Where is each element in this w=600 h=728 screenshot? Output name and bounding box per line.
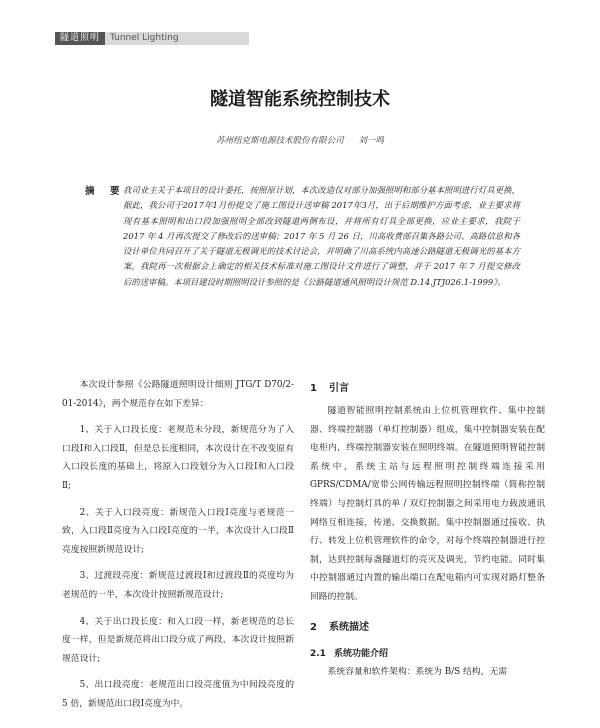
list-item: 4、关于出口段长度：和入口段一样，新老规范的总长度一样，但是新规范将出口段分成了两段，本次设计按照新规范设计;: [62, 616, 294, 664]
list-item: 5、出口段亮度：老规范出口段亮度值为中间段亮度的 5 倍，新规范出口段Ⅰ亮度为中。: [62, 680, 294, 709]
list-item: 2、关于入口段亮度：新规范入口段Ⅰ亮度与老规范一致，入口段Ⅱ亮度为入口段Ⅰ亮度的一半，本次设计入口段Ⅱ亮度按照新规范设计;: [62, 507, 294, 555]
author-name: 刘一鸣: [358, 136, 384, 146]
author-line: [0, 134, 600, 146]
left-column: [62, 376, 294, 714]
author-affiliation: 苏州纽克斯电源技术股份有限公司: [216, 136, 344, 146]
article-title: 隧道智能系统控制技术: [210, 89, 390, 110]
section-label-en: Tunnel Lighting: [105, 32, 249, 45]
subsection-2-1-paragraph: 系统容量和软件架构：系统为 B/S 结构，无需: [327, 666, 507, 677]
subsection-number: 2.1: [310, 648, 326, 659]
right-column: [310, 376, 545, 681]
section-1-heading: [310, 376, 545, 402]
left-intro-paragraph: 本次设计参照《公路隧道照明设计细则 JTG/T D70/2-01-2014》，两个规范存在如下差异：: [62, 380, 294, 409]
abstract-text: 我司业主关于本项目的设计委托，按照原计划，本次改造仅对部分加强照明和部分基本照明进行灯具更换，据此，我公司于2017年1月份提交了施工图设计送审稿 2017年3月，出于后期维护方面考虑，业主要求将现有基本照明和出口段加强照明全部改到隧道两侧布设，并将所有灯具全部更换，应业主要求，我院于 2017 年 4 月再次提交了修改后的送审稿；2017 年 5 月 26 日，川高收费部召集各路公司、高路信息和各设计单位共同召开了关于隧道无极调光的技术讨论会，并明确了川高系统内高速公路隧道无极调光的基本方案，我院再一次根据会上确定的相关技术标准对施工图设计文件进行了调整，并于 2017 年 7 月提交修改后的送审稿。本项目建设时期照明设计参照的是《公路隧道通风照明设计规范 D.14.JTJ026.1-1999》。: [123, 185, 520, 287]
section-2-heading: [310, 615, 545, 641]
section-title: 系统描述: [328, 621, 369, 633]
list-item: 1、关于入口段长度：老规范未分段，新规范分为了入口段Ⅰ和入口段Ⅱ，但是总长度相同，本次设计在不改变原有入口段长度的基础上，将原入口段划分为入口段Ⅰ和入口段Ⅱ;: [62, 425, 294, 491]
section-1-paragraph: 隧道智能照明控制系统由上位机管理软件、集中控制器、终端控制器（单灯控制器）组成，集中控制器安装在配电柜内，终端控制器安装在照明终端。在隧道照明智能控制系统中，系统主站与远程照明控制终端连接采用 GPRS/CDMA/宽带公网传输远程照明控制终端（简称控制终端）与控制灯具的单 / 双灯控制器之间采用电力载波通讯网络互相连接，传递、交换数据。集中控制器通过接收、执行、转发上位机管理软件的命令，对每个终端控制器进行控制，达到控制每盏隧道灯的亮灭及调光，节约电能。同时集中控制器通过内置的输出端口在配电箱内可实现对路灯整条回路的控制。: [310, 406, 545, 602]
section-number: 2: [310, 621, 317, 633]
section-number: 1: [310, 383, 317, 394]
abstract-block: [85, 183, 520, 290]
abstract-label: 摘 要: [85, 186, 123, 197]
subsection-title: 系统功能介绍: [333, 648, 388, 659]
section-title: 引言: [328, 383, 349, 394]
list-item: 3、过渡段亮度：新规范过渡段Ⅰ和过渡段Ⅱ的亮度均为老规范的一半，本次设计按照新规范设计;: [62, 571, 294, 600]
section-label-cn: 隧道照明: [55, 32, 105, 45]
section-header: [55, 32, 249, 45]
subsection-2-1-heading: [310, 645, 545, 663]
